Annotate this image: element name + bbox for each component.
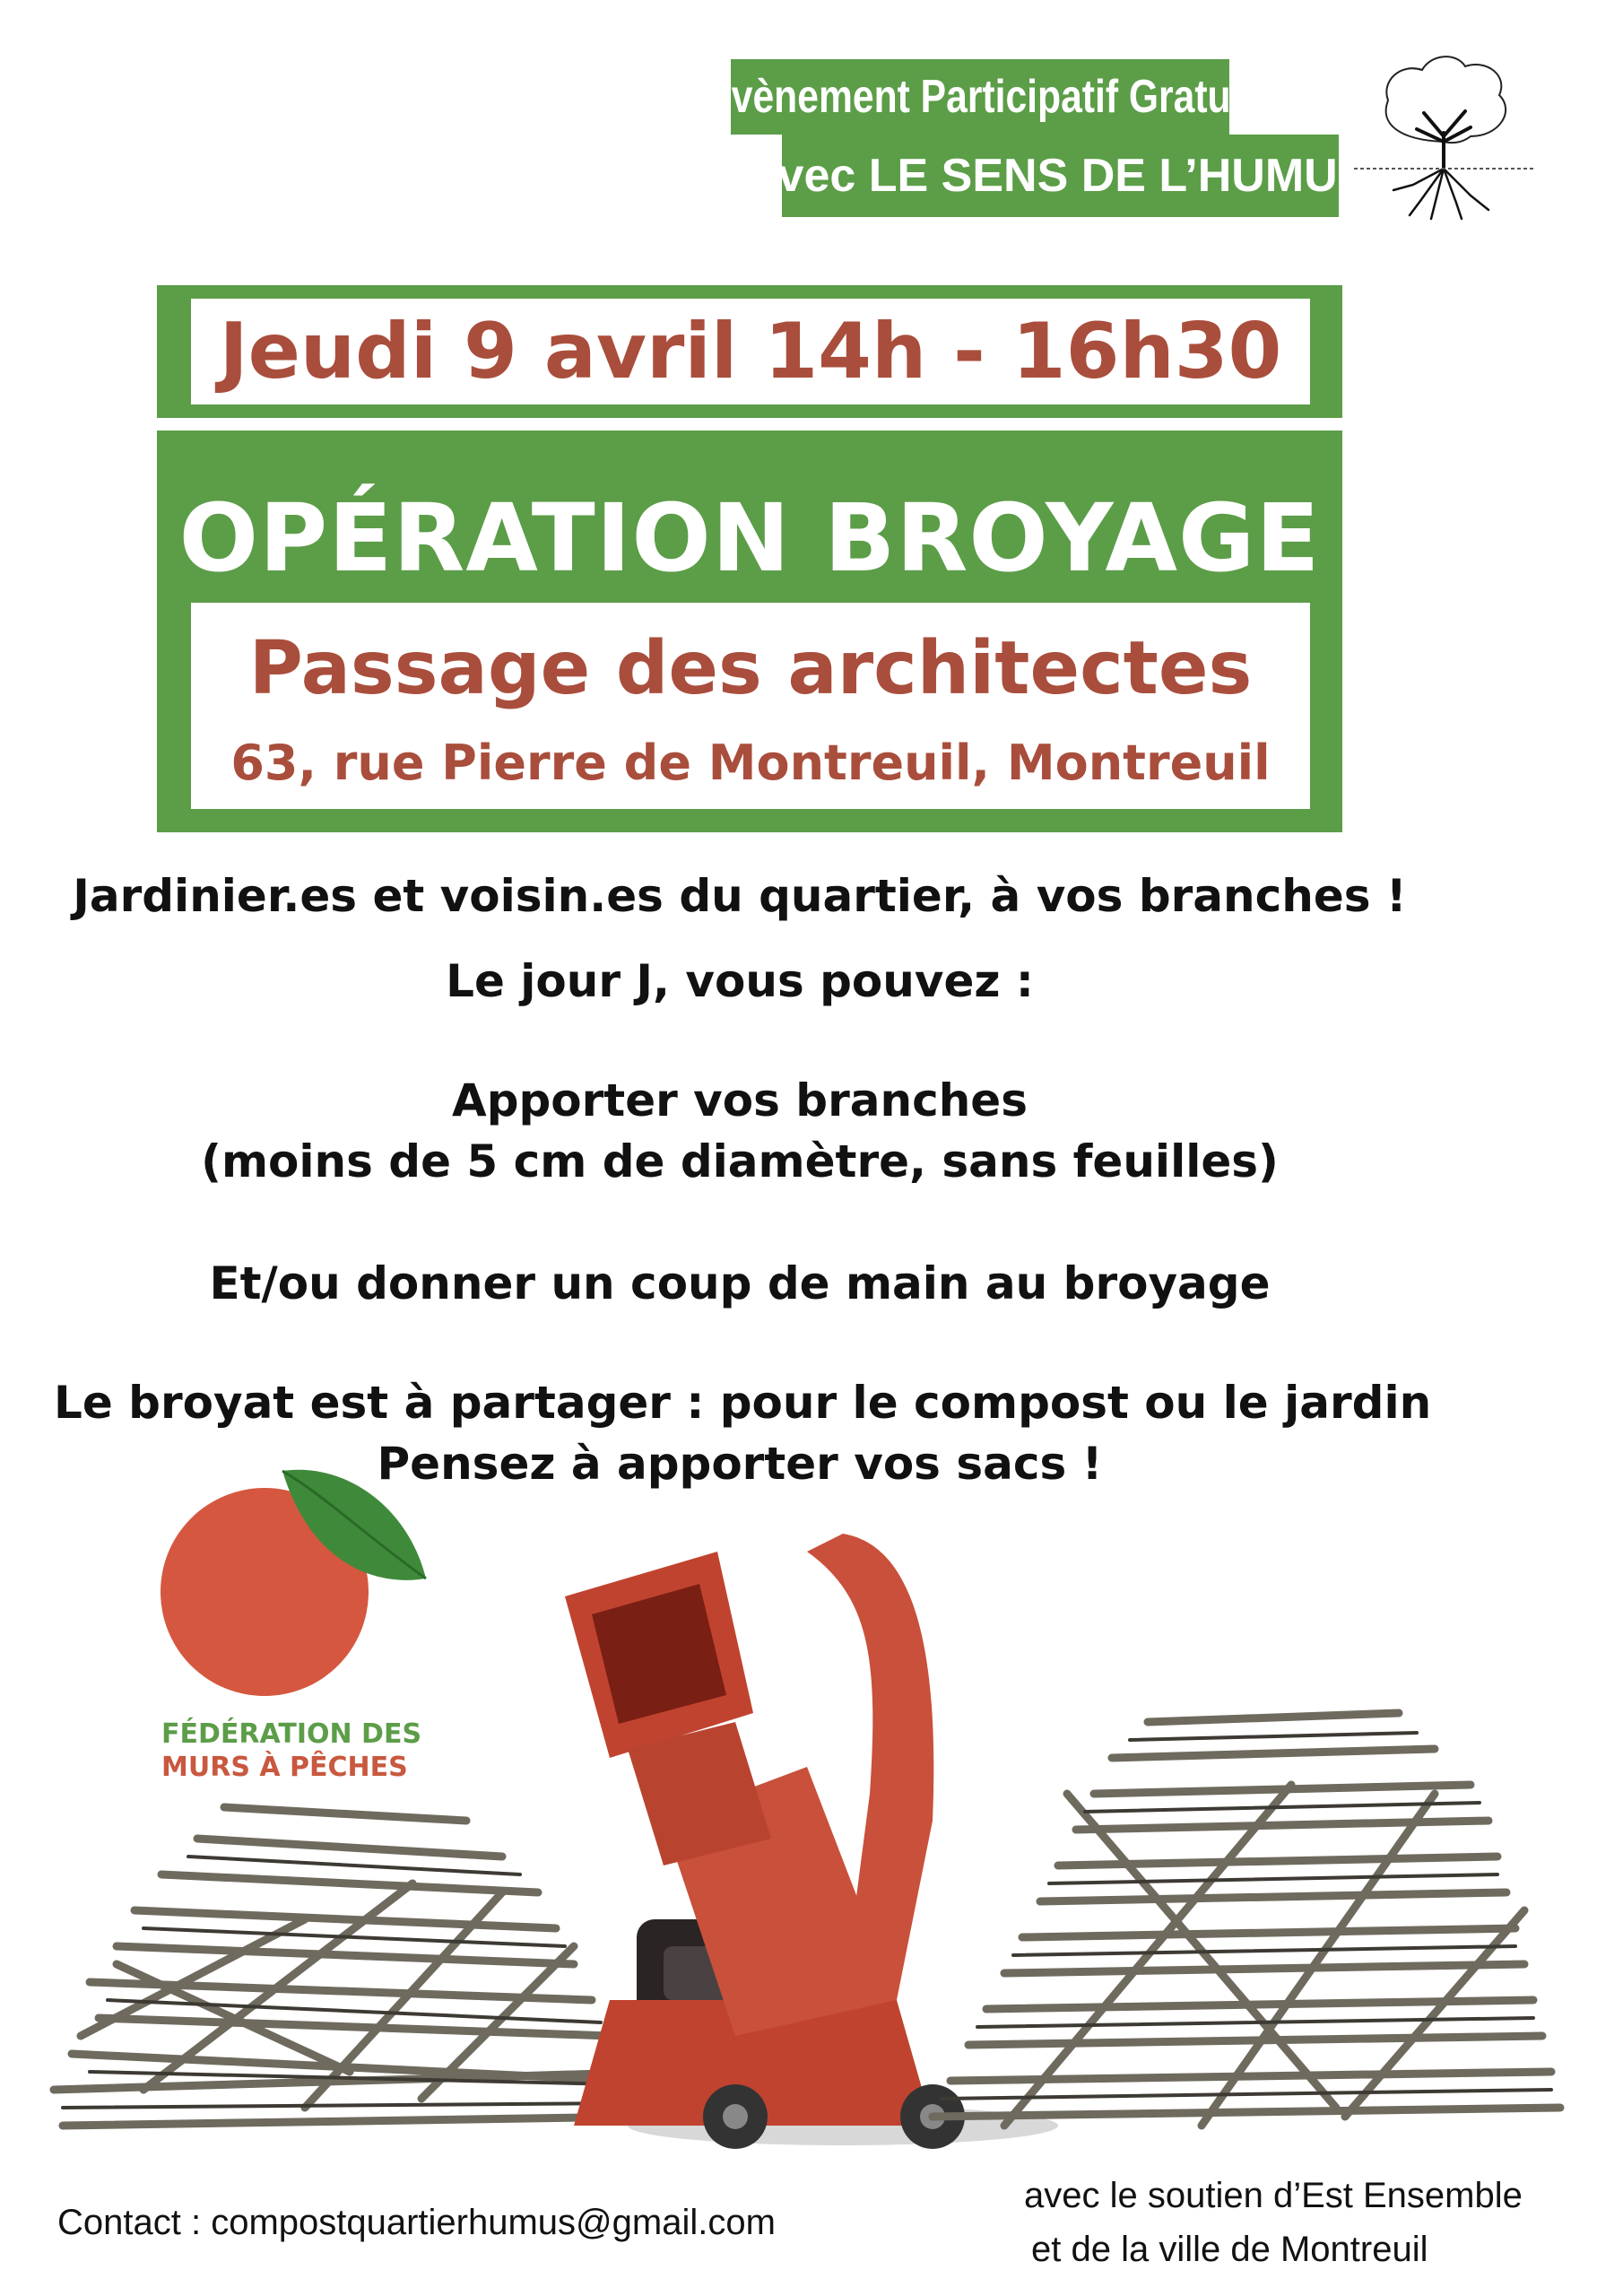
bring-branches-text: Apporter vos branches <box>452 1074 1028 1126</box>
federation-name-line1: FÉDÉRATION DES <box>161 1718 422 1750</box>
organizer-banner <box>751 135 1369 217</box>
organizer-text: avec LE SENS DE L’HUMUS <box>751 150 1369 202</box>
humus-tree-logo <box>1345 43 1542 222</box>
help-text: Et/ou donner un coup de main au broyage <box>209 1257 1271 1309</box>
support-line2: et de la ville de Montreuil <box>1031 2230 1428 2269</box>
chipper-machine <box>565 1534 1058 2149</box>
federation-peach-logo <box>157 1453 435 1704</box>
branch-size-note: (moins de 5 cm de diamètre, sans feuilles) <box>201 1135 1279 1187</box>
event-type-text: Evènement Participatif Gratuit <box>706 71 1254 123</box>
event-date: Jeudi 9 avril 14h - 16h30 <box>191 299 1310 404</box>
contact-email: Contact : compostquartierhumus@gmail.com <box>57 2203 776 2242</box>
bags-text: Pensez à apporter vos sacs ! <box>377 1438 1103 1490</box>
share-text: Le broyat est à partager : pour le compost ou le jardin <box>54 1377 1432 1429</box>
intro-text: Jardinier.es et voisin.es du quartier, à vos branches ! <box>73 870 1407 922</box>
operation-title: OPÉRATION BROYAGE <box>178 483 1321 593</box>
location-address: 63, rue Pierre de Montreuil, Montreuil <box>230 734 1271 791</box>
event-type-banner <box>706 59 1254 135</box>
federation-name-line2: MURS À PÊCHES <box>161 1752 408 1783</box>
right-branch-pile <box>933 1713 1560 2126</box>
support-line1: avec le soutien d’Est Ensemble <box>1024 2176 1523 2215</box>
lead-text: Le jour J, vous pouvez : <box>446 955 1034 1007</box>
location-name: Passage des architectes <box>248 625 1253 711</box>
